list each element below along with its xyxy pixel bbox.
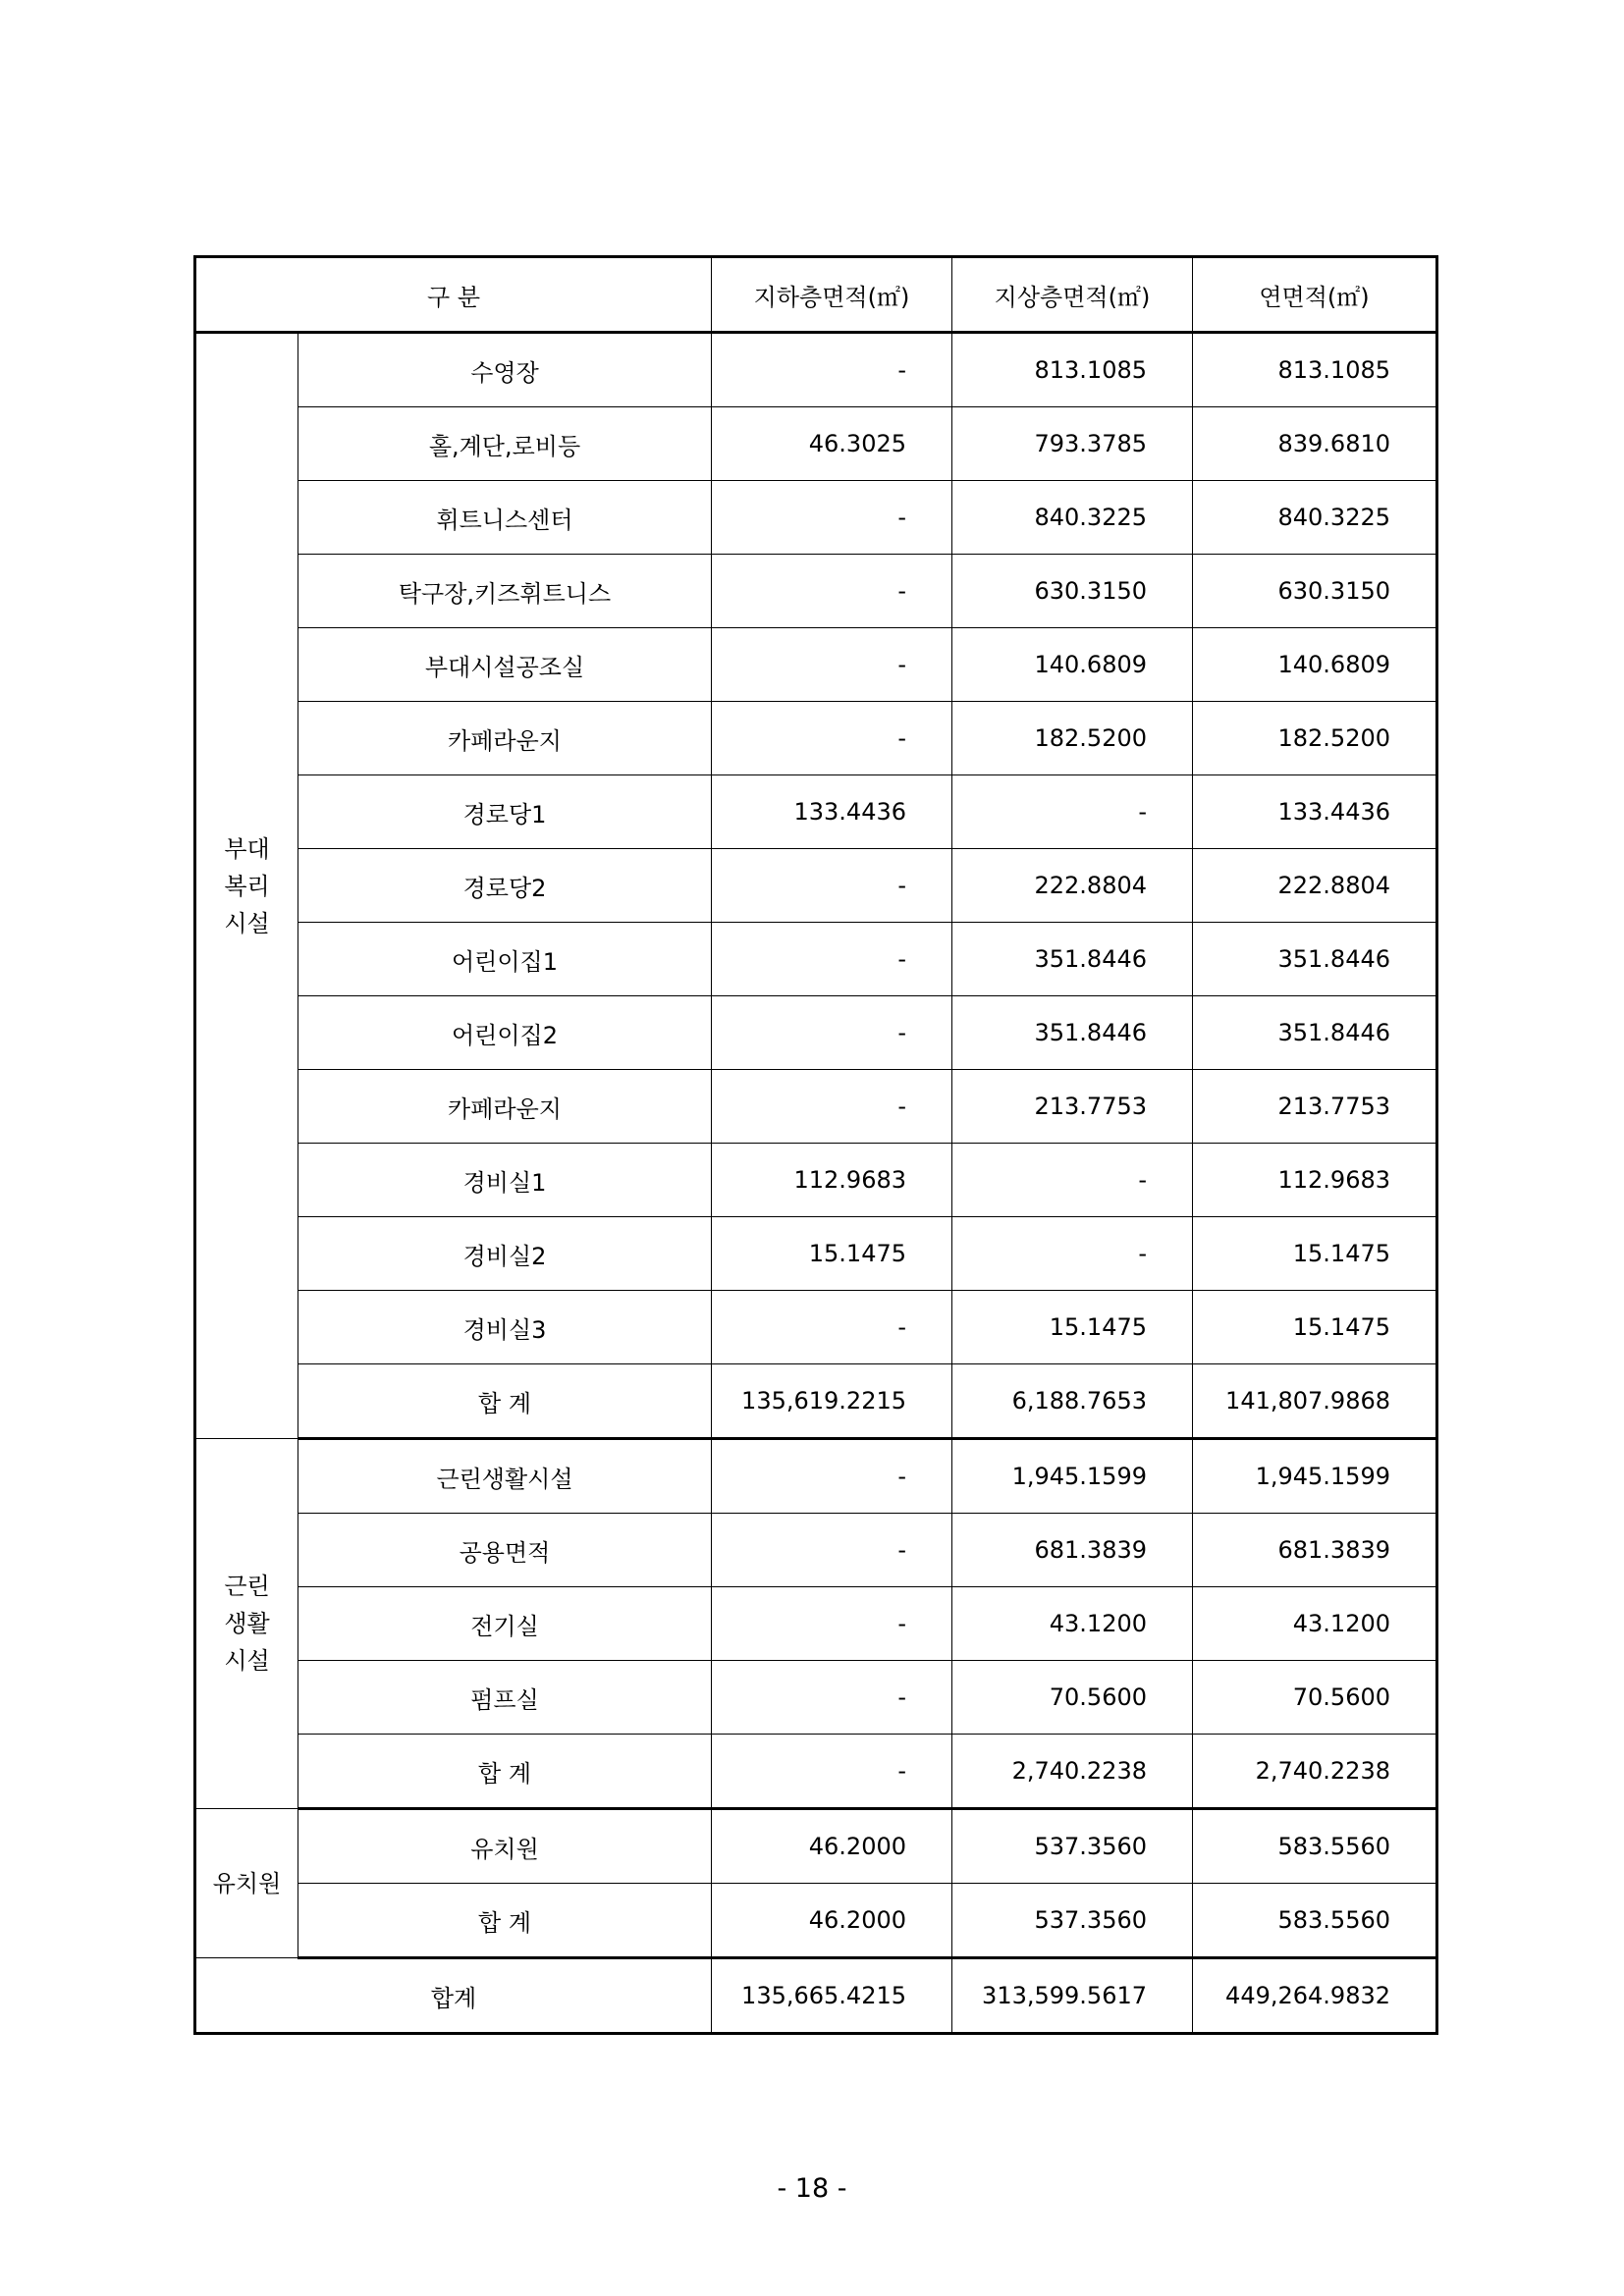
table-row bbox=[195, 407, 1437, 481]
aboveground-area: 43.1200 bbox=[952, 1587, 1193, 1661]
total-area: 133.4436 bbox=[1193, 775, 1437, 849]
header-underground-area: 지하층면적(㎡) bbox=[712, 257, 952, 333]
table-row bbox=[195, 1364, 1437, 1439]
table-row bbox=[195, 628, 1437, 702]
underground-area: - bbox=[712, 849, 952, 923]
group-label-line: 생활 bbox=[224, 1610, 270, 1637]
total-area: 140.6809 bbox=[1193, 628, 1437, 702]
underground-area: - bbox=[712, 996, 952, 1070]
facility-name: 홀,계단,로비등 bbox=[298, 407, 712, 481]
table-row bbox=[195, 1144, 1437, 1217]
total-area: 840.3225 bbox=[1193, 481, 1437, 555]
underground-area: - bbox=[712, 702, 952, 775]
total-area: 15.1475 bbox=[1193, 1291, 1437, 1364]
table-row bbox=[195, 1587, 1437, 1661]
grand-total-total: 449,264.9832 bbox=[1193, 1958, 1437, 2034]
total-area: 213.7753 bbox=[1193, 1070, 1437, 1144]
header-total-area: 연면적(㎡) bbox=[1193, 257, 1437, 333]
facility-name: 부대시설공조실 bbox=[298, 628, 712, 702]
underground-area: - bbox=[712, 333, 952, 407]
underground-area: - bbox=[712, 923, 952, 996]
facility-name: 휘트니스센터 bbox=[298, 481, 712, 555]
aboveground-area: 182.5200 bbox=[952, 702, 1193, 775]
facility-name: 경비실3 bbox=[298, 1291, 712, 1364]
aboveground-area: 537.3560 bbox=[952, 1884, 1193, 1958]
underground-area: - bbox=[712, 1514, 952, 1587]
table-row bbox=[195, 1735, 1437, 1809]
aboveground-area: 213.7753 bbox=[952, 1070, 1193, 1144]
total-area: 2,740.2238 bbox=[1193, 1735, 1437, 1809]
total-area: 351.8446 bbox=[1193, 923, 1437, 996]
group-label-line: 근린 bbox=[224, 1573, 270, 1600]
table-row bbox=[195, 1884, 1437, 1958]
aboveground-area: 1,945.1599 bbox=[952, 1439, 1193, 1514]
aboveground-area: 630.3150 bbox=[952, 555, 1193, 628]
facility-name: 경로당2 bbox=[298, 849, 712, 923]
underground-area: 46.3025 bbox=[712, 407, 952, 481]
aboveground-area: 537.3560 bbox=[952, 1809, 1193, 1884]
table-row bbox=[195, 555, 1437, 628]
grand-total-underground: 135,665.4215 bbox=[712, 1958, 952, 2034]
table-body bbox=[195, 333, 1437, 1958]
facility-name: 근린생활시설 bbox=[298, 1439, 712, 1514]
table-header-row bbox=[195, 257, 1437, 333]
table-row bbox=[195, 996, 1437, 1070]
aboveground-area: 681.3839 bbox=[952, 1514, 1193, 1587]
total-area: 141,807.9868 bbox=[1193, 1364, 1437, 1439]
table-row bbox=[195, 1217, 1437, 1291]
aboveground-area: 140.6809 bbox=[952, 628, 1193, 702]
area-table bbox=[193, 255, 1438, 2035]
header-aboveground-area: 지상층면적(㎡) bbox=[952, 257, 1193, 333]
facility-name: 수영장 bbox=[298, 333, 712, 407]
facility-name: 어린이집2 bbox=[298, 996, 712, 1070]
aboveground-area: - bbox=[952, 775, 1193, 849]
aboveground-area: 793.3785 bbox=[952, 407, 1193, 481]
underground-area: 15.1475 bbox=[712, 1217, 952, 1291]
aboveground-area: 6,188.7653 bbox=[952, 1364, 1193, 1439]
underground-area: - bbox=[712, 628, 952, 702]
underground-area: - bbox=[712, 1439, 952, 1514]
facility-name: 어린이집1 bbox=[298, 923, 712, 996]
aboveground-area: 351.8446 bbox=[952, 923, 1193, 996]
underground-area: - bbox=[712, 1735, 952, 1809]
table-row bbox=[195, 702, 1437, 775]
page-number: - 18 - bbox=[777, 2173, 847, 2204]
underground-area: - bbox=[712, 555, 952, 628]
total-area: 15.1475 bbox=[1193, 1217, 1437, 1291]
total-area: 351.8446 bbox=[1193, 996, 1437, 1070]
total-area: 112.9683 bbox=[1193, 1144, 1437, 1217]
group-label-line: 유치원 bbox=[212, 1869, 282, 1897]
table-row bbox=[195, 481, 1437, 555]
total-area: 70.5600 bbox=[1193, 1661, 1437, 1735]
total-area: 182.5200 bbox=[1193, 702, 1437, 775]
underground-area: - bbox=[712, 1661, 952, 1735]
underground-area: - bbox=[712, 1070, 952, 1144]
aboveground-area: - bbox=[952, 1217, 1193, 1291]
aboveground-area: 222.8804 bbox=[952, 849, 1193, 923]
group-label bbox=[195, 1809, 298, 1958]
underground-area: 46.2000 bbox=[712, 1884, 952, 1958]
aboveground-area: 351.8446 bbox=[952, 996, 1193, 1070]
underground-area: 112.9683 bbox=[712, 1144, 952, 1217]
grand-total-label: 합계 bbox=[195, 1958, 712, 2034]
group-label-line: 시설 bbox=[224, 909, 270, 937]
facility-name: 유치원 bbox=[298, 1809, 712, 1884]
table-row bbox=[195, 333, 1437, 407]
aboveground-area: - bbox=[952, 1144, 1193, 1217]
table-row bbox=[195, 1291, 1437, 1364]
aboveground-area: 2,740.2238 bbox=[952, 1735, 1193, 1809]
facility-name: 합 계 bbox=[298, 1735, 712, 1809]
underground-area: - bbox=[712, 481, 952, 555]
table-row bbox=[195, 775, 1437, 849]
aboveground-area: 813.1085 bbox=[952, 333, 1193, 407]
header-category: 구 분 bbox=[195, 257, 712, 333]
grand-total-row bbox=[195, 1958, 1437, 2034]
total-area: 1,945.1599 bbox=[1193, 1439, 1437, 1514]
underground-area: 46.2000 bbox=[712, 1809, 952, 1884]
facility-name: 경비실1 bbox=[298, 1144, 712, 1217]
facility-name: 카페라운지 bbox=[298, 702, 712, 775]
total-area: 630.3150 bbox=[1193, 555, 1437, 628]
table-row bbox=[195, 1514, 1437, 1587]
aboveground-area: 70.5600 bbox=[952, 1661, 1193, 1735]
group-label bbox=[195, 333, 298, 1439]
underground-area: - bbox=[712, 1291, 952, 1364]
total-area: 839.6810 bbox=[1193, 407, 1437, 481]
facility-name: 경비실2 bbox=[298, 1217, 712, 1291]
group-label bbox=[195, 1439, 298, 1809]
group-label-line: 복리 bbox=[224, 872, 270, 900]
total-area: 583.5560 bbox=[1193, 1884, 1437, 1958]
facility-name: 경로당1 bbox=[298, 775, 712, 849]
facility-name: 전기실 bbox=[298, 1587, 712, 1661]
facility-name: 공용면적 bbox=[298, 1514, 712, 1587]
total-area: 222.8804 bbox=[1193, 849, 1437, 923]
underground-area: 135,619.2215 bbox=[712, 1364, 952, 1439]
table-row bbox=[195, 1070, 1437, 1144]
grand-total-aboveground: 313,599.5617 bbox=[952, 1958, 1193, 2034]
aboveground-area: 840.3225 bbox=[952, 481, 1193, 555]
total-area: 43.1200 bbox=[1193, 1587, 1437, 1661]
total-area: 681.3839 bbox=[1193, 1514, 1437, 1587]
underground-area: 133.4436 bbox=[712, 775, 952, 849]
table-row bbox=[195, 1661, 1437, 1735]
group-label-line: 부대 bbox=[224, 834, 270, 863]
facility-name: 탁구장,키즈휘트니스 bbox=[298, 555, 712, 628]
facility-name: 합 계 bbox=[298, 1884, 712, 1958]
facility-name: 카페라운지 bbox=[298, 1070, 712, 1144]
facility-name: 합 계 bbox=[298, 1364, 712, 1439]
total-area: 583.5560 bbox=[1193, 1809, 1437, 1884]
facility-name: 펌프실 bbox=[298, 1661, 712, 1735]
table-row bbox=[195, 1809, 1437, 1884]
table-row bbox=[195, 923, 1437, 996]
total-area: 813.1085 bbox=[1193, 333, 1437, 407]
group-label-line: 시설 bbox=[224, 1647, 270, 1675]
table-row bbox=[195, 849, 1437, 923]
aboveground-area: 15.1475 bbox=[952, 1291, 1193, 1364]
underground-area: - bbox=[712, 1587, 952, 1661]
table-row bbox=[195, 1439, 1437, 1514]
